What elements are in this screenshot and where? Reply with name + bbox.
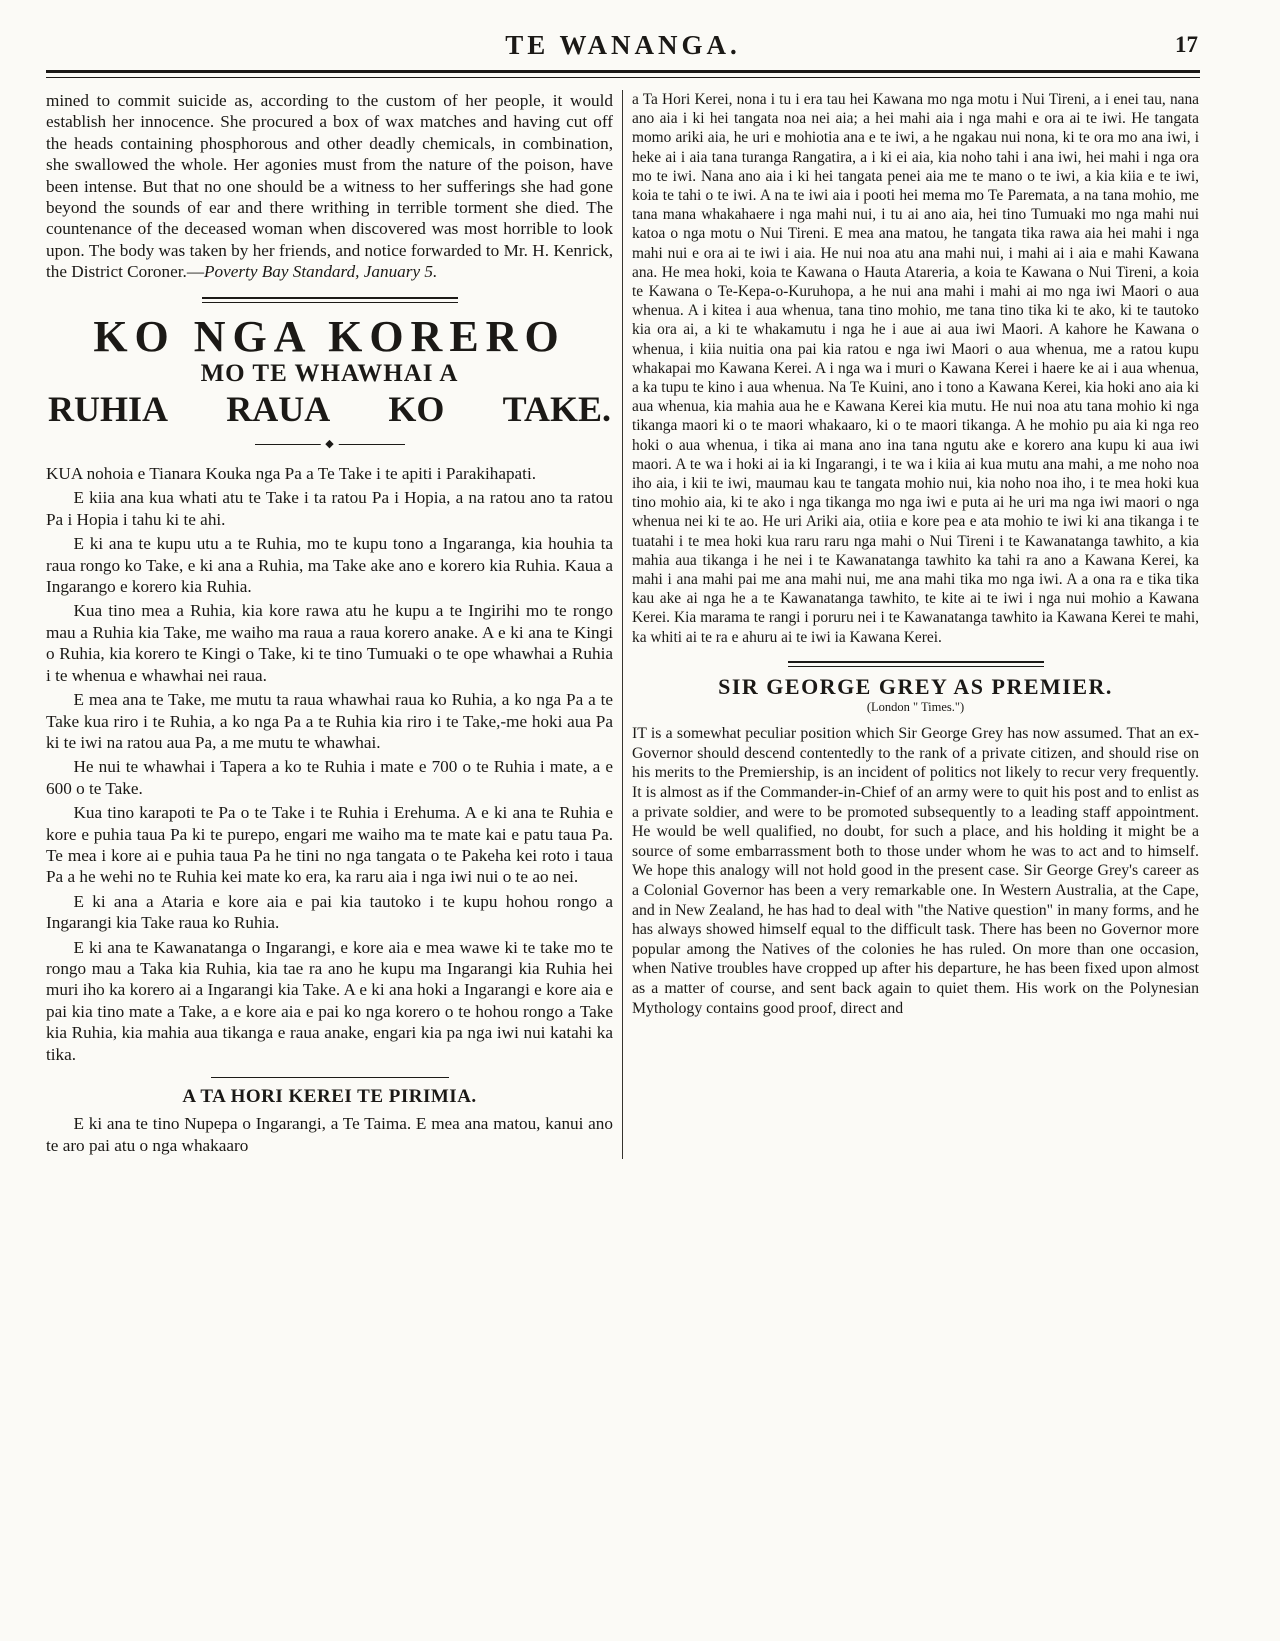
source-citation: Poverty Bay Standard, January 5.	[204, 262, 438, 282]
paragraph: Kua tino mea a Ruhia, kia kore rawa atu he kupu a te Ingirihi mo te rongo mau a Ruhia kia Take, me waiho ma raua a raua korero anake. A e ki ana te Kingi o Ruhia, kia korero te Kingi o Take, ki te tino Tumuaki o te ope whawhai a Ruhia i te whenua e whawhai nei raua.	[46, 601, 613, 685]
column-divider-rule	[622, 90, 623, 1159]
paragraph: E ki ana a Ataria e kore aia e pai kia tautoko i te kupu hohou rongo a Ingarangi kia Take raua ko Ruhia.	[46, 891, 613, 933]
column-layout	[46, 90, 1200, 1159]
paragraph: E ki ana te kupu utu a te Ruhia, mo te kupu tono a Ingaranga, kia houhia ta raua rongo ko Take, e ki ana a Ruhia, ma Take ake ano e korero kia Ruhia. Kaua a Ingarango e korero kia Ruhia.	[46, 534, 613, 597]
article-heading: SIR GEORGE GREY AS PREMIER.	[718, 673, 1113, 699]
paragraph: KUA nohoia e Tianara Kouka nga Pa a Te Take i te apiti i Parakihapati.	[46, 464, 537, 484]
paragraph-continuation: a Ta Hori Kerei, nona i tu i era tau hei Kawana mo nga motu i Nui Tireni, a i enei tau, nana ano aia i ki hei tangata noa nei aia; a hei mahi aia i nga mahi e ora ai te iwi. He tangata momo ariki aia, he uri e mohiotia ana e te iwi, a he ngakau nui nona, ki te ora mo ana iwi, i heke ai i aia tana turanga Rangatira, a i ki ei aia, kia noho tahi i ana iwi, hei mahi i nga ora mo te iwi. Nana ano aia i ki hei tangata penei aia me te mano o te iwi, a kia kiia e te iwi, koia te tahi o te iwi. A na te iwi aia i pooti hei mema mo Te Paremata, a na tana mohio, me tana mana whakahaere i nga mahi nui, i tu ai ano aia, hei tino Tumuaki mo nga mahi nui katoa o nga motu o Nui Tireni. E mea ana matou, he tangata tika rawa aia hei mahi i nga mahi nui e ora ai te iwi i aia. He nui noa atu ana mahi nui, i mahi ai i aia e mahi Kawana ana. He mea hoki, koia te Kawana o Hauta Atareria, a koia te Kawana o Nui Tireni, a koia te Kawana o Te-Kepa-o-Kuruhopa, a he nui ana mahi i mahi ai mo nga iwi Maori o aua whenua. A i kitea i aua whenua, tana tino mohio, me tana tino tika ki te ako, ki te tautoko kia ora ai, a ki te whakamutu i nga he i aue ai aua iwi Maori. A kahore he Kawana o whenua, i kiia nuitia ona pai kia ratou e nga iwi Maori o aua whenua, me a ratou kupu whakapai mo Kawana Kerei. A i nga wa i muri o Kawana Kerei i haere ke ai i aua whenua, a ka tupu te kino i aua whenua. Na Te Kuini, ano i tono a Kawana Kerei, kia hoki ano aia ki aua whenua, kia mahia aua he e Kawana Kerei kia mutu. He nui noa atu tana mohio ki nga tikanga maori ki o te maori whakaaro, ki o te maori tikanga. A he mohio pu aia ki nga reo hoki o aua whenua, i tika ai mana ano ina tana ngutu ake e korero ana kupu ki aua iwi maori. A te wa i hoki ai ia ki Ingarangi, i te wa i kiia ai kua mutu ana mahi, a me noho noa iho aia, i kii te iwi, maumau kau te tangata mohio nui, kia noho noa iho, i te mea hoki kua tino mohio aia, ki te ako i nga tikanga mo nga iwi e puta ai he uri ma nga iwi maori o nga whenua nei ki te ao. He uri Ariki aia, otiia e kore pea e ata mohio te iwi ki ana tikanga i te tuatahi i te mea hoki kua raru raru nga mahi o Nui Tireni i te Kawanatanga tawhito, a kia mahia aua tikanga i he nei i te Kawanatanga tawhito ka tahi ra ano a Kawana Kerei, ka mahi i ana mahi pai me ana mahi nui, me ana mahi tika mo nga iwi. A a ona ra e tika tika kau ake ai nga he a te Kawanatanga tawhito, te kite ai te iwi i nga nui mohio a Kawana Kerei. Kia marama te rangi i poruru nei i te Kawanatanga tawhito ia Kawana Kerei te mahi, ka whiti ai te ra e ahuru ai te iwi ia Kawana Kerei.	[632, 91, 1199, 646]
paragraph: E ki ana te tino Nupepa o Ingarangi, a Te Taima. E mea ana matou, kanui ano te aro pai atu o nga whakaaro	[46, 1114, 613, 1155]
masthead	[46, 30, 1200, 64]
source-attribution: (London " Times.")	[866, 700, 965, 715]
diamond-icon: ◆	[320, 436, 338, 452]
heading-word: KO	[388, 389, 445, 430]
paragraph: Kua tino karapoti te Pa o te Take i te Ruhia i Erehuma. A e ki ana te Ruhia e kore e puhia taua Pa ki te purepo, engari me waiho ma te mate kai e patu taua Pa. Te mea i kore ai e puhia taua Pa he tini no nga tangata o te Pakeha kei roto i taua Pa a he wehi no te Ruhia kei mate ko era, ka raru aia i nga iwi nui o te ao nei.	[46, 803, 613, 887]
paragraph: IT is a somewhat peculiar position which Sir George Grey has now assumed. That an ex-Governor should descend contentedly to the rank of a private citizen, and should rise on his merits to the Premiership, is an incident of politics not likely to recur very frequently. It is almost as if the Commander-in-Chief of an army were to quit his post and to enlist as a private soldier, and were to be promoted subsequently to a leading staff appointment. He would be well qualified, no doubt, for such a place, and his holding it might be a source of some embarrassment both to those under whom he was to act and to himself. We hope this analogy will not hold good in the present case. Sir George Grey's career as a Colonial Governor has been a very remarkable one. In Western Australia, at the Cape, and in New Zealand, he has had to deal with "the Native question" in many forms, and he has always showed himself equal to the difficult task. There has been no Governor more popular among the Natives of the colonies he has ruled. On more than one occasion, when Native troubles have cropped up after his departure, he has been fixed upon almost as a matter of course, and sent back again to quiet them. His work on the Polynesian Mythology contains good proof, direct and	[632, 725, 1199, 1017]
article-heading-main: KO NGA KORERO	[93, 311, 566, 361]
paragraph-continuation	[46, 90, 613, 283]
paragraph: E mea ana te Take, me mutu ta raua whawhai raua ko Ruhia, a ko nga Pa a te Take kua riro i te Ruhia, a ko nga Pa a te Ruhia kia riro i te Take,-me hoki aua Pa ki te iwi na ratou aua Pa, a me mutu te whawhai.	[46, 690, 613, 752]
section-double-rule	[788, 661, 1044, 667]
right-column	[632, 90, 1199, 1159]
section-rule	[211, 1077, 449, 1078]
paragraph: E kiia ana kua whati atu te Take i ta ratou Pa i Hopia, a na ratou ano ta ratou Pa i Hopia i tahu ki te ahi.	[46, 488, 613, 529]
masthead-double-rule	[46, 70, 1200, 78]
page-title: TE WANANGA.	[505, 30, 741, 60]
article-heading-sub: MO TE WHAWHAI A	[200, 360, 459, 388]
heading-word: RAUA	[226, 389, 331, 430]
article-heading-spread	[48, 390, 611, 430]
section-double-rule	[202, 297, 458, 303]
paragraph: He nui te whawhai i Tapera a ko te Ruhia i mate e 700 o te Ruhia i mate, a e 600 o te Take.	[46, 757, 613, 798]
left-column	[46, 90, 613, 1159]
heading-word: RUHIA	[48, 389, 169, 430]
article-heading: A TA HORI KEREI TE PIRIMIA.	[182, 1086, 477, 1108]
page-number: 17	[1175, 32, 1198, 57]
heading-ornament	[255, 438, 405, 451]
paragraph: E ki ana te Kawanatanga o Ingarangi, e kore aia e mea wawe ki te take mo te rongo mau a Taka kia Ruhia, kia tae ra ano he kupu ma Ingarangi kia Ruhia hei muri iho ka korero ai a Ingarangi kia Take. A e ki ana hoki a Ingarangi e kore aia e pai kia tino mate a Take, a e kore aia e pai ko nga korero o te hohou rongo a Take kia Ruhia, kia mahia aua tikanga e raua anake, engari kia pa nga iwi nui katahi ka tika.	[46, 937, 613, 1064]
continuation-text: mined to commit suicide as, according to the custom of her people, it would establish her innocence. She procured a box of wax matches and having cut off the heads containing phosphorous and other deadly chemicals, in combination, she swallowed the whole. Her agonies must from the nature of the poison, have been intense. But that no one should be a witness to her sufferings she had gone beyond the sounds of ear and there writhing in terrible torment she died. The countenance of the deceased woman when discovered was most horrible to look upon. The body was taken by her friends, and notice forwarded to Mr. H. Kenrick, the District Coroner.—	[46, 91, 613, 282]
heading-word: TAKE.	[502, 389, 611, 430]
